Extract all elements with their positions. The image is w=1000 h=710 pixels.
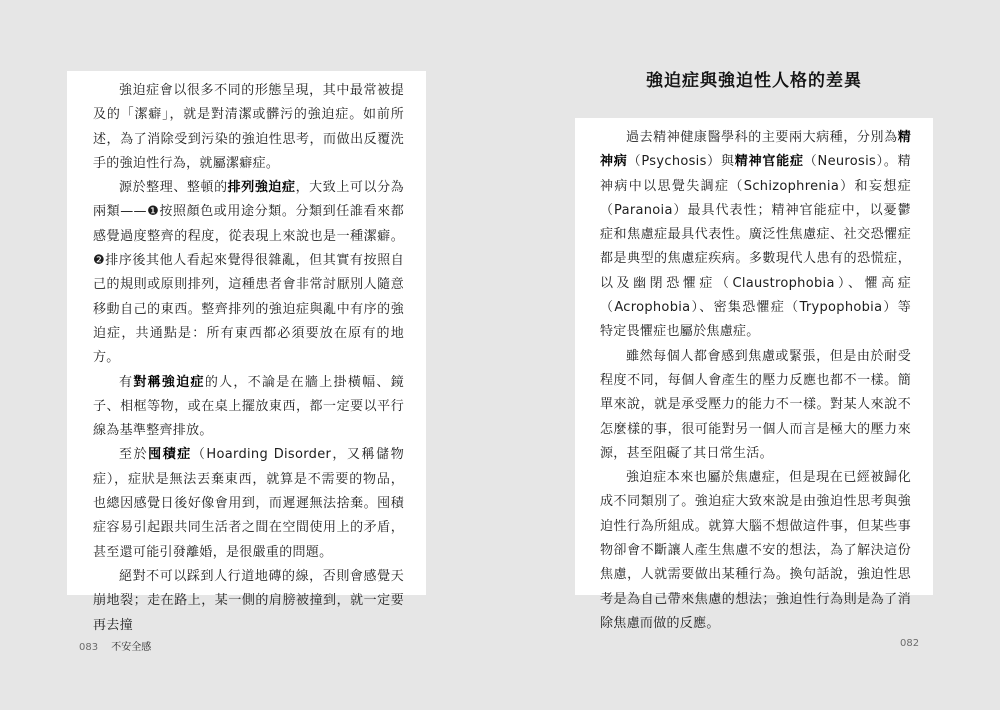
text-run: 強迫症會以很多不同的形態呈現，其中最常被提及的「潔癖」，就是對清潔或髒污的強迫症。如前所述，為了消除受到污染的強迫性思考，而做出反覆洗手的強迫性行為，就屬潔癖症。: [93, 83, 404, 171]
text-run: （Hoarding Disorder，又稱儲物症），症狀是無法丟棄東西，就算是不需要的物品，也總因感覺日後好像會用到，而遲遲無法捨棄。囤積症容易引起跟共同生活者之間在空間使用上的矛盾，甚至還可能引發離婚，是很嚴重的問題。: [93, 447, 404, 560]
bold-term: 精神官能症: [734, 154, 804, 170]
bold-term: 精神病: [600, 130, 911, 170]
text-run: 源於整理、整頓的: [119, 180, 228, 196]
running-title: 不安全感: [111, 642, 152, 653]
text-run: 的人，不論是在牆上掛橫幅、鏡子、相框等物，或在桌上擺放東西，都一定要以平行線為基準整齊排放。: [93, 374, 404, 439]
paragraph: [600, 345, 911, 466]
paragraph: [600, 126, 911, 345]
text-run: 絕對不可以踩到人行道地磚的線，否則會感覺天崩地裂；走在路上，某一側的肩膀被撞到，就一定要再去撞: [93, 568, 404, 633]
bold-term: 排列強迫症: [227, 180, 296, 196]
paragraph: [93, 371, 404, 444]
page-number-right: 082: [900, 638, 920, 649]
bold-term: 對稱強迫症: [133, 374, 205, 390]
footer-left: [79, 638, 151, 653]
text-run: 有: [119, 374, 134, 390]
page-number-left: 083: [79, 642, 99, 653]
text-run: （Neurosis）。精神病中以思覺失調症（Schizophrenia）和妄想症（Paranoia）最具代表性；精神官能症中，以憂鬱症和焦慮症最具代表性。廣泛性焦慮症、社交恐懼症都是典型的焦慮症疾病。多數現代人患有的恐慌症，以及幽閉恐懼症（Claustrophobia）、懼高症（Acrophobia）、密集恐懼症（Trypophobia）等特定畏懼症也屬於焦慮症。: [600, 154, 911, 340]
paragraph: [93, 565, 404, 638]
paragraph: [93, 79, 404, 176]
text-run: 至於: [119, 447, 149, 463]
text-run: 雖然每個人都會感到焦慮或緊張，但是由於耐受程度不同，每個人會產生的壓力反應也都不一樣。簡單來說，就是承受壓力的能力不一樣。對某人來說不怎麼樣的事，很可能對另一個人而言是極大的壓力來源，甚至阻礙了其日常生活。: [600, 348, 911, 461]
text-run: 過去精神健康醫學科的主要兩大病種，分別為: [626, 130, 898, 145]
bold-term: 囤積症: [148, 447, 192, 463]
section-title: 強迫症與強迫性人格的差異: [646, 71, 862, 91]
left-page: [67, 71, 426, 633]
paragraph: [93, 176, 404, 370]
text-run: 強迫症本來也屬於焦慮症，但是現在已經被歸化成不同類別了。強迫症大致來說是由強迫性思考與強迫性行為所組成。就算大腦不想做這件事，但某些事物卻會不斷讓人產生焦慮不安的想法，為了解決這份焦慮，人就需要做出某種行為。換句話說，強迫性思考是為自己帶來焦慮的想法；強迫性行為則是為了消除焦慮而做的反應。: [600, 470, 911, 631]
paragraph: [600, 466, 911, 636]
paragraph: [93, 443, 404, 564]
text-run: （Psychosis）與: [627, 154, 735, 170]
text-run: ，大致上可以分為兩類——❶按照顏色或用途分類。分類到任誰看來都感覺過度整齊的程度，從表現上來說也是一種潔癖。❷排序後其他人看起來覺得很雜亂，但其實有按照自己的規則或原則排列，這種患者會非常討厭別人隨意移動自己的東西。整齊排列的強迫症與亂中有序的強迫症，共通點是：所有東西都必須要放在原有的地方。: [93, 180, 404, 366]
right-page: [575, 118, 933, 631]
